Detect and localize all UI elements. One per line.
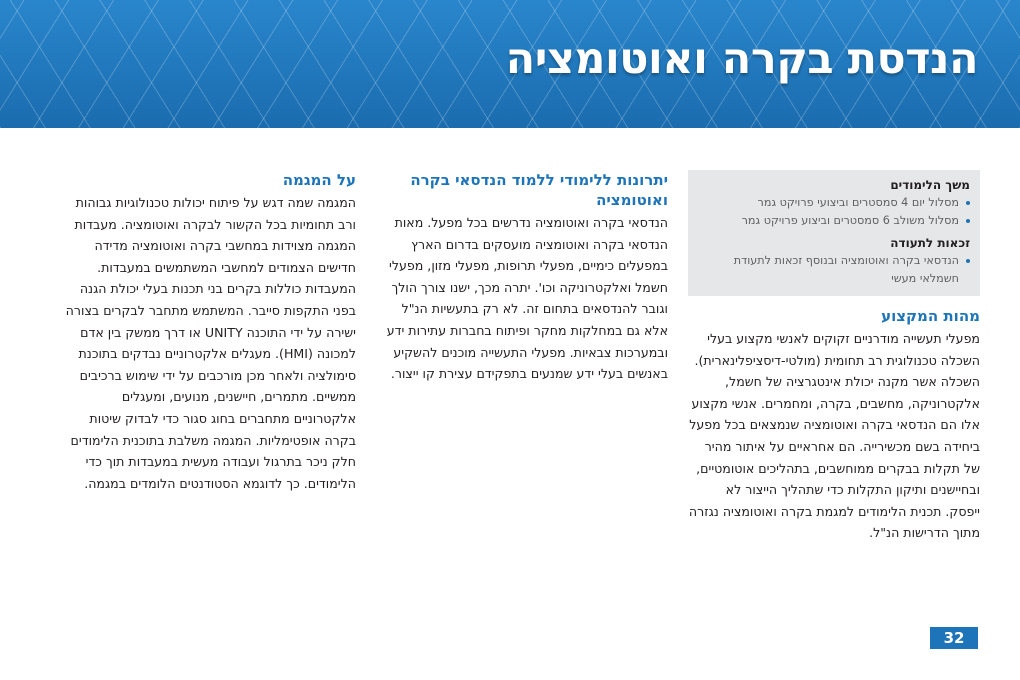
certificate-list	[696, 252, 970, 288]
track-title: על המגמה	[282, 171, 356, 189]
advantages-title: יתרונות ללימודי ללמוד הנדסאי בקרה ואוטומציה	[410, 171, 668, 209]
bullet-icon	[966, 201, 970, 205]
list-item: מסלול משולב 6 סמסטרים וביצוע פרויקט גמר	[696, 212, 970, 230]
middle-column	[376, 170, 668, 385]
advantages-body: הנדסאי בקרה ואוטומציה נדרשים בכל מפעל. מאות הנדסאי בקרה ואוטומציה מועסקים בדרום הארץ במפעלים כימיים, מפעלי תרופות, מפעלי מזון, מפעלי חשמל ואלקטרוניקה וכו'. יתרה מכך, ישנו צורך הולך וגובר להנדסאים בתחום זה. לא רק בתעשיות הנ"ל אלא גם במחלקות מחקר ופיתוח בחברות עתירות ידע ובמערכות צבאיות. מפעלי התעשייה מוכנים להשקיע באנשים בעלי ידע שמנעים בתפקידם עצירת קו ייצור.	[386, 215, 668, 382]
duration-title: משך הלימודים	[890, 178, 970, 192]
info-box	[688, 170, 980, 296]
bullet-icon	[966, 219, 970, 223]
page-title: הנדסת בקרה ואוטומציה	[505, 34, 978, 84]
certificate-title: זכאות לתעודה	[890, 236, 970, 250]
header-banner	[0, 0, 1020, 128]
left-column	[60, 170, 356, 494]
list-item: מסלול יום 4 סמסטרים וביצועי פרויקט גמר	[696, 194, 970, 212]
list-item: הנדסאי בקרה ואוטומציה ובנוסף זכאות לתעודת חשמלאי מעשי	[696, 252, 970, 288]
duration-list	[696, 194, 970, 230]
page-number: 32	[930, 627, 978, 649]
profession-body: מפעלי תעשייה מודרניים זקוקים לאנשי מקצוע בעלי השכלה טכנולוגית רב תחומית (מולטי-דיסציפלינארית). השכלה אשר מקנה יכולת אינטגרציה של חשמל, אלקטרוניקה, מחשבים, בקרה, ומחמרים. אנשי מקצוע אלו הם הנדסאי בקרה ואוטומציה שנמצאים בכל מפעל ביחידה בשם מכשירייה. הם אחראיים על איתור מהיר של תקלות בבקרים ממוחשבים, בתהליכים אוטומטיים, ובחיישנים ותיקון התקלות כדי שתהליך הייצור לא ייפסק. תכנית הלימודים למגמת בקרה ואוטומציה נגזרה מתוך הדרישות הנ"ל.	[688, 331, 980, 541]
bullet-icon	[966, 259, 970, 263]
track-body: המגמה שמה דגש על פיתוח יכולות טכנולוגיות גבוהות ורב תחומיות בכל הקשור לבקרה ואוטומציה. מעבדות המגמה מצוידות במחשבי בקרה ואוטומציה מדידה חדישים הצמודים למחשבי המשתמשים במעבדות. המעבדות כוללות בקרים בני תכנות בעלי יכולת הגנה בפני התקפות סייבר. המשתמש מתחבר לבקרים בצורה ישירה על ידי התוכנה UNITY או דרך ממשק בין אדם למכונה (HMI). מעגלים אלקטרוניים נבדקים בתוכנת סימולציה ולאחר מכן מורכבים על ידי שימוש ברכיבים ממשיים. מתמרים, חיישנים, מנועים, ומעגלים אלקטרוניים מתחברים בחוג סגור כדי לבדוק שיטות בקרה אופטימליות. המגמה משלבת בתוכנית הלימודים חלק ניכר בתרגול ועבודה מעשית במעבדות תוך כדי הלימודים. כך לדוגמא הסטודנטים הלומדים במגמה.	[65, 195, 356, 491]
profession-title: מהות המקצוע	[881, 307, 980, 325]
right-column	[688, 170, 980, 544]
